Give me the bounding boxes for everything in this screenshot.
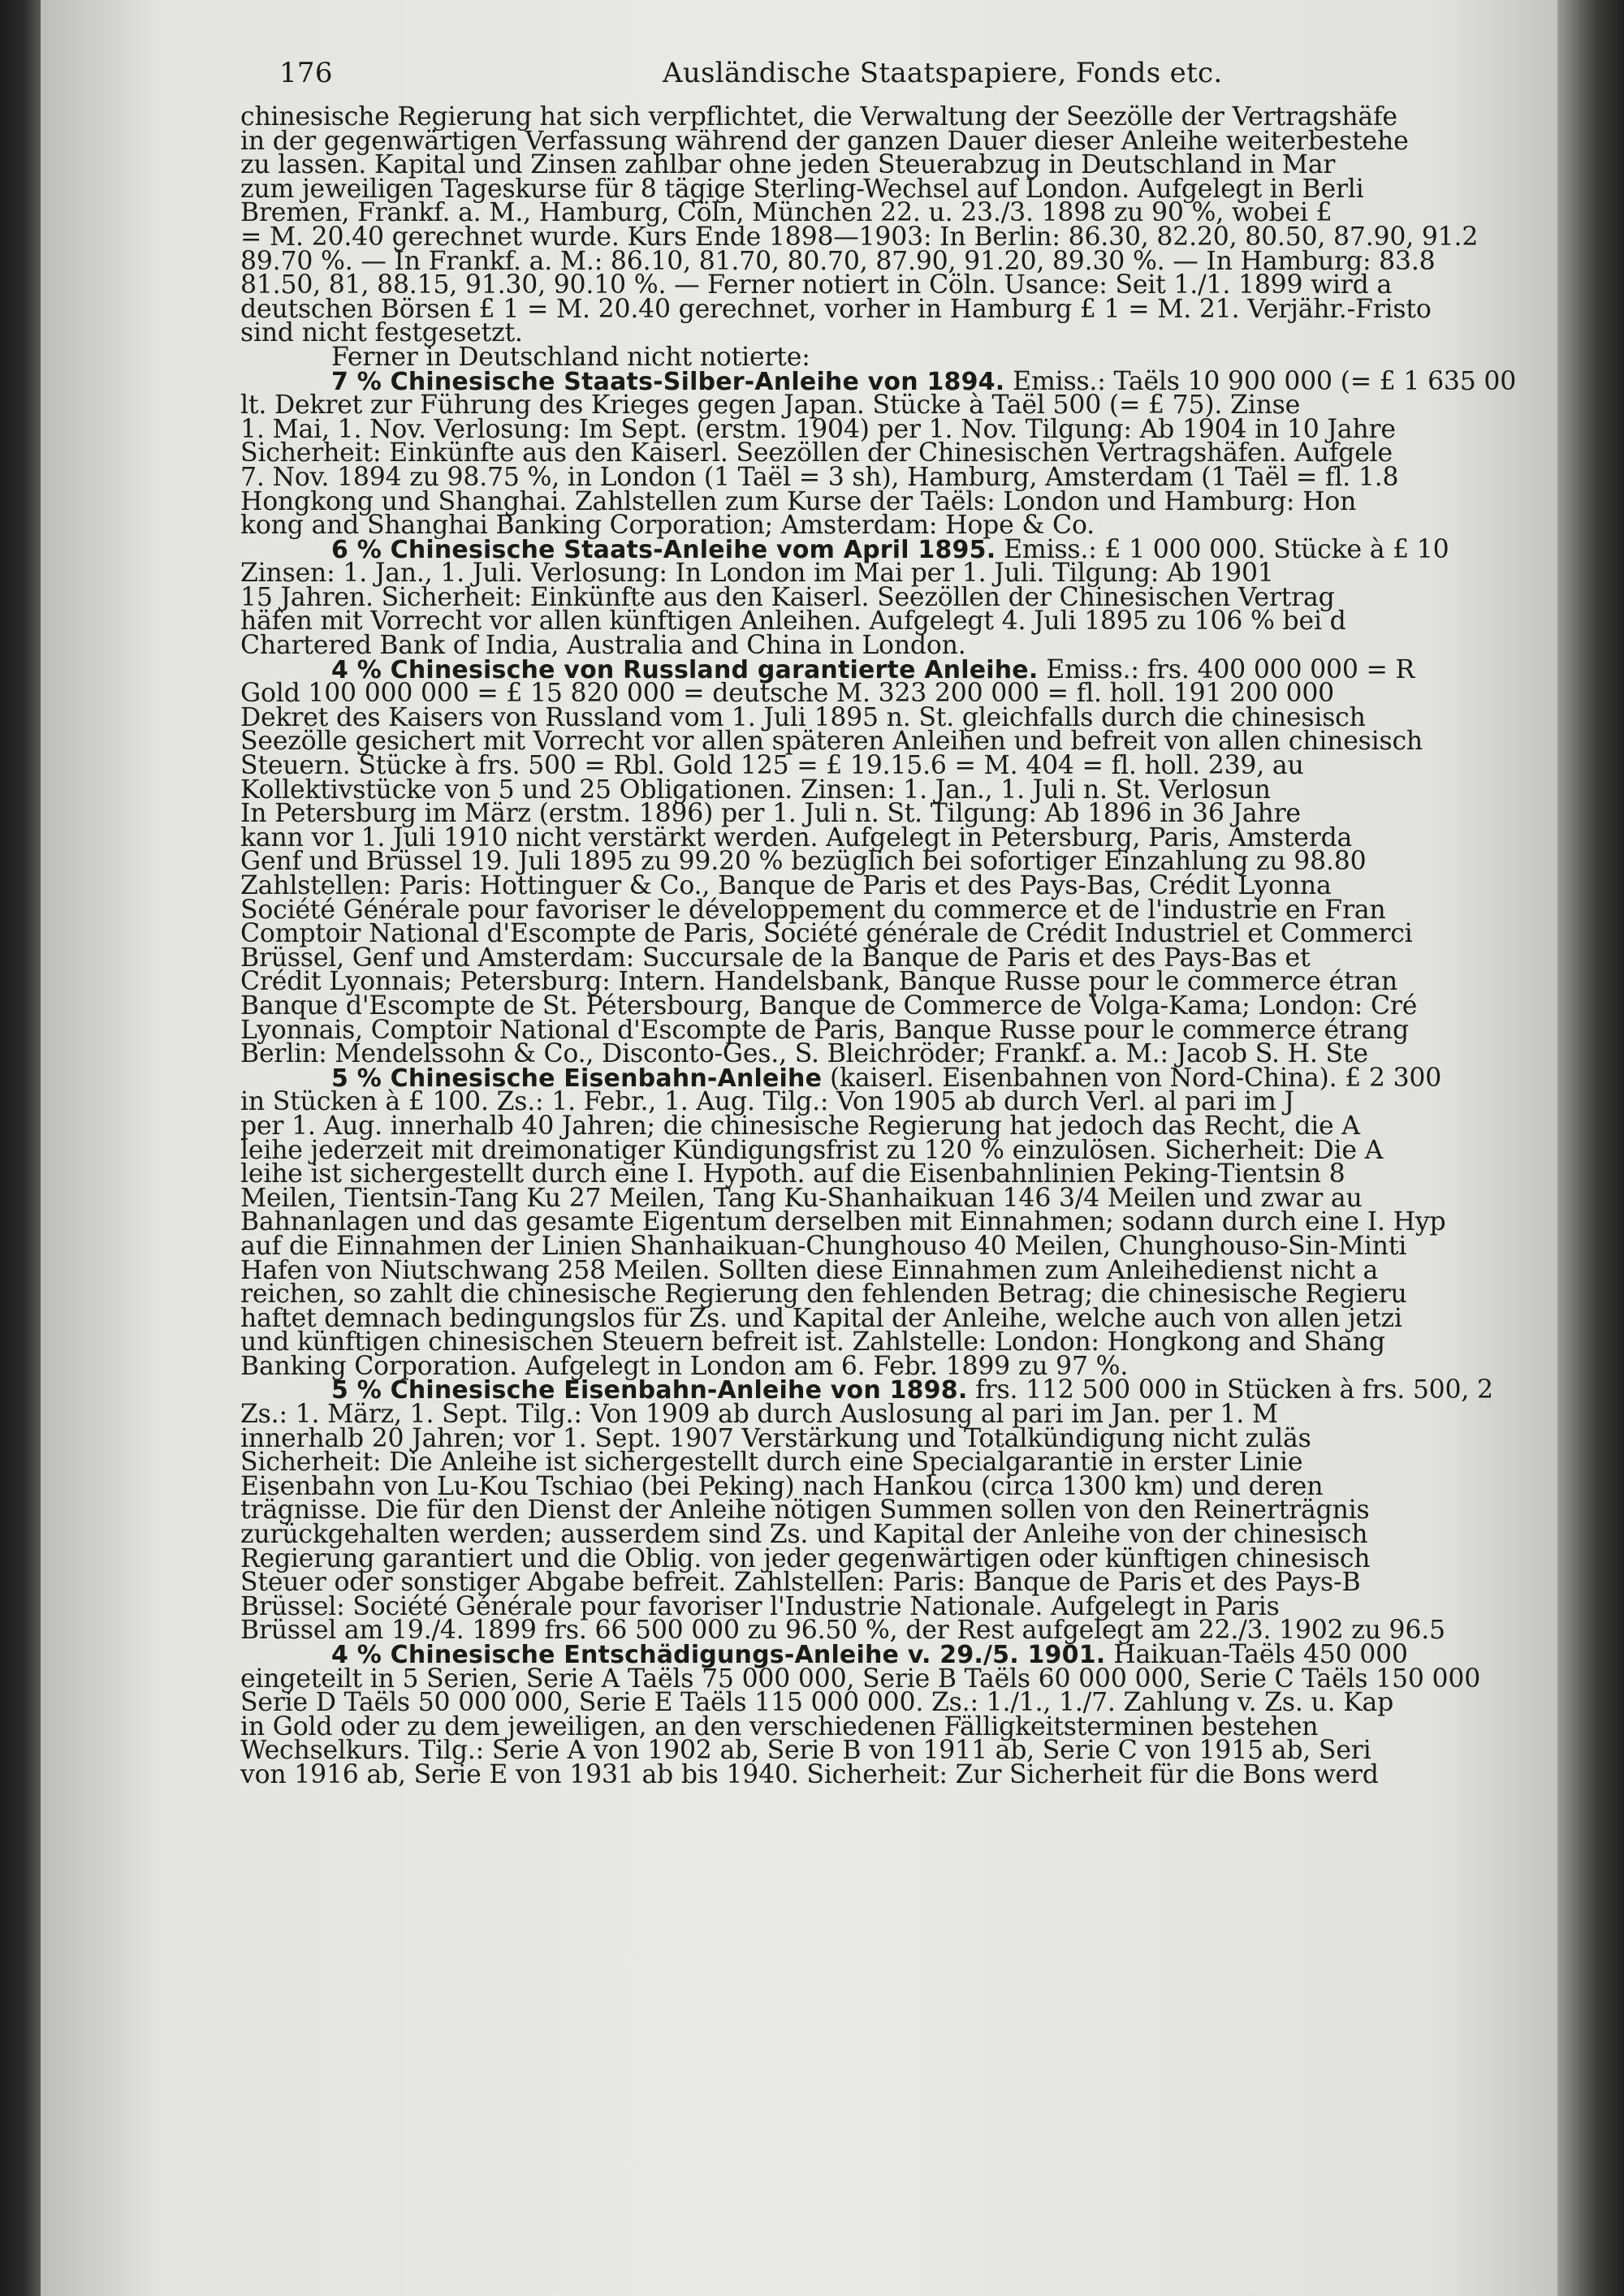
line-text: zum jeweiligen Tageskurse für 8 tägige Sterling-Wechsel auf London. Aufgelegt in Berli <box>240 174 1364 204</box>
line-text: Ferner in Deutschland nicht notierte: <box>331 342 810 372</box>
scan-edge-left <box>0 0 41 2296</box>
line-text: in Stücken à £ 100. Zs.: 1. Febr., 1. Aug. Tilg.: Von 1905 ab durch Verl. al pari im J <box>240 1087 1294 1117</box>
line-text: Genf und Brüssel 19. Juli 1895 zu 99.20 % bezüglich bei sofortiger Einzahlung zu 98.80 <box>240 847 1367 877</box>
line-text: Emiss.: Taëls 10 900 000 (= £ 1 635 00 <box>1004 366 1517 396</box>
line-text: Bremen, Frankf. a. M., Hamburg, Cöln, München 22. u. 23./3. 1898 zu 90 %, wobei £ <box>240 198 1332 228</box>
line-text: 7. Nov. 1894 zu 98.75 %, in London (1 Taël = 3 sh), Hamburg, Amsterdam (1 Taël = fl. 1.8 <box>240 462 1399 492</box>
line-text: Dekret des Kaisers von Russland vom 1. Juli 1895 n. St. gleichfalls durch die chinesisch <box>240 702 1366 732</box>
line-text: Crédit Lyonnais; Petersburg: Intern. Handelsbank, Banque Russe pour le commerce étran <box>240 967 1397 997</box>
loan-heading: 7 % Chinesische Staats-Silber-Anleihe von 1894. <box>331 367 1005 396</box>
line-text: Wechselkurs. Tilg.: Serie A von 1902 ab, Serie B von 1911 ab, Serie C von 1915 ab, Seri <box>240 1736 1371 1766</box>
line-text: Zs.: 1. März, 1. Sept. Tilg.: Von 1909 ab durch Auslosung al pari im Jan. per 1. M <box>240 1400 1278 1430</box>
book-page <box>41 0 1557 2296</box>
line-text: Zahlstellen: Paris: Hottinguer & Co., Banque de Paris et des Pays-Bas, Crédit Lyonna <box>240 871 1332 900</box>
line-text: per 1. Aug. innerhalb 40 Jahren; die chinesische Regierung hat jedoch das Recht, die A <box>240 1111 1360 1141</box>
line-text: in Gold oder zu dem jeweiligen, an den verschiedenen Fälligkeitsterminen bestehen <box>240 1711 1319 1741</box>
line-text: 15 Jahren. Sicherheit: Einkünfte aus den Kaiserl. Seezöllen der Chinesischen Vertrag <box>240 582 1335 612</box>
line-text: Berlin: Mendelssohn & Co., Disconto-Ges., S. Bleichröder; Frankf. a. M.: Jacob S. H. Ste <box>240 1039 1368 1069</box>
line-text: Sicherheit: Einkünfte aus den Kaiserl. Seezöllen der Chinesischen Vertragshäfen. Aufgele <box>240 438 1393 468</box>
line-text: Bahnanlagen und das gesamte Eigentum derselben mit Einnahmen; sodann durch eine I. Hyp <box>240 1207 1446 1237</box>
line-text: Brüssel: Société Générale pour favoriser l'Industrie Nationale. Aufgelegt in Paris <box>240 1591 1280 1621</box>
line-text: Steuer oder sonstiger Abgabe befreit. Zahlstellen: Paris: Banque de Paris et des Pays-B <box>240 1568 1361 1598</box>
line-text: trägnisse. Die für den Dienst der Anleihe nötigen Summen sollen von den Reinerträgnis <box>240 1495 1370 1526</box>
line-text: (kaiserl. Eisenbahnen von Nord-China). £ 2 300 <box>822 1063 1442 1093</box>
line-text: Seezölle gesichert mit Vorrecht vor allen späteren Anleihen und befreit von allen chinesisch <box>240 727 1423 757</box>
line-text: Kollektivstücke von 5 und 25 Obligationen. Zinsen: 1. Jan., 1. Juli n. St. Verlosun <box>240 775 1271 805</box>
page-number: 176 <box>279 57 333 89</box>
loan-heading: 4 % Chinesische von Russland garantierte Anleihe. <box>331 655 1039 684</box>
scan-edge-right <box>1557 0 1624 2296</box>
line-text: innerhalb 20 Jahren; vor 1. Sept. 1907 Verstärkung und Totalkündigung nicht zuläs <box>240 1423 1311 1453</box>
line-text: deutschen Börsen £ 1 = M. 20.40 gerechnet, vorher in Hamburg £ 1 = M. 21. Verjähr.-Fristo <box>240 294 1432 324</box>
line-text: Société Générale pour favoriser le développement du commerce et de l'industrie en Fran <box>240 895 1386 925</box>
loan-heading: 5 % Chinesische Eisenbahn-Anleihe <box>331 1064 823 1093</box>
loan-heading: 5 % Chinesische Eisenbahn-Anleihe von 1898. <box>331 1376 968 1405</box>
page-header <box>240 57 1557 106</box>
line-text: zu lassen. Kapital und Zinsen zahlbar ohne jeden Steuerabzug in Deutschland in Mar <box>240 150 1336 180</box>
line-text: auf die Einnahmen der Linien Shanhaikuan-Chunghouso 40 Meilen, Chunghouso-Sin-Minti <box>240 1231 1407 1261</box>
line-text: Banking Corporation. Aufgelegt in London am 6. Febr. 1899 zu 97 %. <box>240 1351 1129 1381</box>
line-text: Comptoir National d'Escompte de Paris, Société générale de Crédit Industriel et Commerci <box>240 919 1413 949</box>
line-text: Haikuan-Taëls 450 000 <box>1105 1640 1408 1669</box>
line-text: Eisenbahn von Lu-Kou Tschiao (bei Peking) nach Hankou (circa 1300 km) und deren <box>240 1471 1324 1501</box>
line-text: Regierung garantiert und die Oblig. von jeder gegenwärtigen oder künftigen chinesisch <box>240 1543 1371 1573</box>
line-text: 1. Mai, 1. Nov. Verlosung: Im Sept. (erstm. 1904) per 1. Nov. Tilgung: Ab 1904 in 10 Jahre <box>240 414 1396 444</box>
line-text: leihe jederzeit mit dreimonatiger Kündigungsfrist zu 120 % einzulösen. Sicherheit: Die A <box>240 1135 1384 1165</box>
line-text: haftet demnach bedingungslos für Zs. und Kapital der Anleihe, welche auch von allen jetzi <box>240 1303 1402 1333</box>
line-text: lt. Dekret zur Führung des Krieges gegen Japan. Stücke à Taël 500 (= £ 75). Zinse <box>240 391 1301 421</box>
line-text: Zinsen: 1. Jan., 1. Juli. Verlosung: In London im Mai per 1. Juli. Tilgung: Ab 1901 <box>240 559 1274 589</box>
loan-heading: 6 % Chinesische Staats-Anleihe vom April 1895. <box>331 535 996 564</box>
line-text: kann vor 1. Juli 1910 nicht verstärkt werden. Aufgelegt in Petersburg, Paris, Amsterda <box>240 822 1353 852</box>
line-text: Meilen, Tientsin-Tang Ku 27 Meilen, Tang Ku-Shanhaikuan 146 3/4 Meilen und zwar au <box>240 1183 1363 1213</box>
text-line <box>240 1759 1557 1789</box>
line-text: sind nicht festgesetzt. <box>240 318 523 348</box>
line-text: 81.50, 81, 88.15, 91.30, 90.10 %. — Ferner notiert in Cöln. Usance: Seit 1./1. 1899 wird a <box>240 270 1393 300</box>
line-text: Steuern. Stücke à frs. 500 = Rbl. Gold 125 = £ 19.15.6 = M. 404 = fl. holl. 239, au <box>240 751 1304 781</box>
line-text: Brüssel, Genf und Amsterdam: Succursale de la Banque de Paris et des Pays-Bas et <box>240 943 1311 973</box>
body-text <box>240 102 1557 1789</box>
line-text: und künftigen chinesischen Steuern befreit ist. Zahlstelle: London: Hongkong and Shang <box>240 1327 1385 1357</box>
running-title: Ausländische Staatspapiere, Fonds etc. <box>663 57 1223 89</box>
line-text: in der gegenwärtigen Verfassung während der ganzen Dauer dieser Anleihe weiterbestehe <box>240 126 1409 156</box>
line-text: häfen mit Vorrecht vor allen künftigen Anleihen. Aufgelegt 4. Juli 1895 zu 106 % bei d <box>240 606 1346 637</box>
line-text: chinesische Regierung hat sich verpflichtet, die Verwaltung der Seezölle der Vertragshäfe <box>240 102 1397 132</box>
line-text: Sicherheit: Die Anleihe ist sichergestellt durch eine Specialgarantie in erster Linie <box>240 1448 1303 1478</box>
line-text: Banque d'Escompte de St. Pétersbourg, Banque de Commerce de Volga-Kama; London: Cré <box>240 990 1418 1021</box>
line-text: leihe ist sichergestellt durch eine I. Hypoth. auf die Eisenbahnlinien Peking-Tientsin 8 <box>240 1159 1345 1189</box>
line-text: Chartered Bank of India, Australia and China in London. <box>240 631 966 661</box>
line-text: zurückgehalten werden; ausserdem sind Zs. und Kapital der Anleihe von der chinesisch <box>240 1520 1368 1550</box>
line-text: In Petersburg im März (erstm. 1896) per 1. Juli n. St. Tilgung: Ab 1896 in 36 Jahre <box>240 799 1301 829</box>
line-text: = M. 20.40 gerechnet wurde. Kurs Ende 1898—1903: In Berlin: 86.30, 82.20, 80.50, 87.90, 91.2 <box>240 222 1479 252</box>
page-content <box>240 57 1557 1788</box>
line-text: Emiss.: frs. 400 000 000 = R <box>1038 654 1415 684</box>
line-text: eingeteilt in 5 Serien, Serie A Taëls 75 000 000, Serie B Taëls 60 000 000, Serie C Taëls 150 000 <box>240 1664 1481 1694</box>
line-text: Brüssel am 19./4. 1899 frs. 66 500 000 zu 96.50 %, der Rest aufgelegt am 22./3. 1902 zu 96.5 <box>240 1616 1445 1646</box>
line-text: reichen, so zahlt die chinesische Regierung den fehlenden Betrag; die chinesische Regieru <box>240 1280 1407 1310</box>
line-text: Gold 100 000 000 = £ 15 820 000 = deutsche M. 323 200 000 = fl. holl. 191 200 000 <box>240 679 1335 709</box>
line-text: Hongkong und Shanghai. Zahlstellen zum Kurse der Taëls: London und Hamburg: Hon <box>240 486 1357 516</box>
line-text: Serie D Taëls 50 000 000, Serie E Taëls 115 000 000. Zs.: 1./1., 1./7. Zahlung v. Zs. u. Kap <box>240 1688 1394 1718</box>
line-text: von 1916 ab, Serie E von 1931 ab bis 1940. Sicherheit: Zur Sicherheit für die Bons werd <box>240 1759 1379 1789</box>
line-text: frs. 112 500 000 in Stücken à frs. 500, 2 <box>967 1375 1493 1405</box>
line-text: Lyonnais, Comptoir National d'Escompte de Paris, Banque Russe pour le commerce étrang <box>240 1015 1409 1045</box>
line-text: Hafen von Niutschwang 258 Meilen. Sollten diese Einnahmen zum Anleihedienst nicht a <box>240 1255 1379 1285</box>
line-text: Emiss.: £ 1 000 000. Stücke à £ 10 <box>996 534 1449 564</box>
line-text: 89.70 %. — In Frankf. a. M.: 86.10, 81.70, 80.70, 87.90, 91.20, 89.30 %. — In Hamburg: 83.8 <box>240 246 1436 276</box>
loan-heading: 4 % Chinesische Entschädigungs-Anleihe v. 29./5. 1901. <box>331 1641 1106 1669</box>
line-text: kong and Shanghai Banking Corporation; Amsterdam: Hope & Co. <box>240 511 1095 541</box>
